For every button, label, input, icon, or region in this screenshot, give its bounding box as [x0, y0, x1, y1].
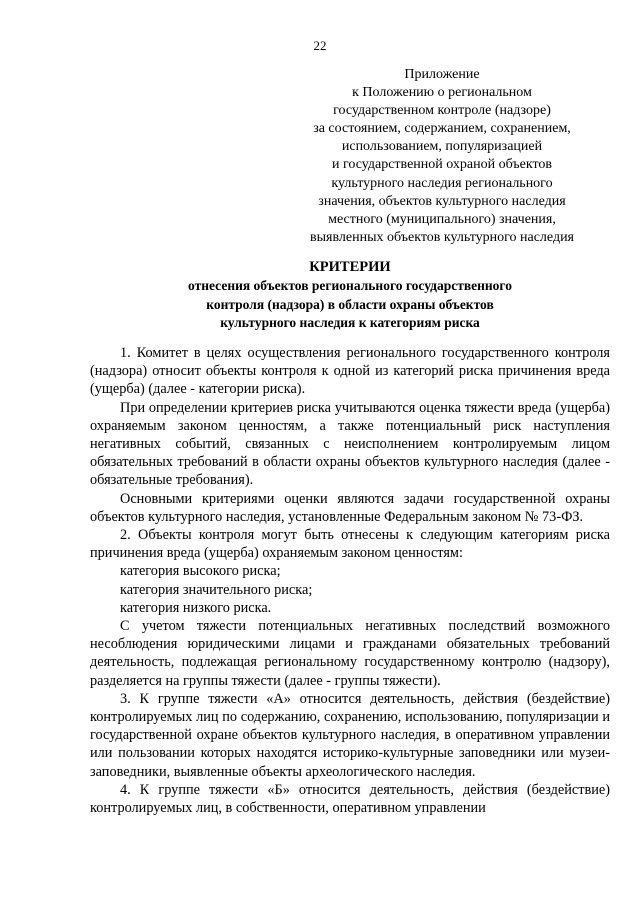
list-item: категория высокого риска; — [120, 563, 281, 580]
title-main: КРИТЕРИИ — [309, 259, 391, 275]
paragraph: 2. Объекты контроля могут быть отнесены к следующим категориям риска причинения вреда (ущерба) охраняемым законом ценностям: — [90, 527, 610, 562]
appendix-line: Приложение — [404, 67, 480, 82]
appendix-line: местного (муниципального) значения, — [328, 211, 556, 227]
document-title — [90, 258, 610, 333]
appendix-line: значения, объектов культурного наследия — [318, 193, 566, 209]
appendix-line: государственном контроле (надзоре) — [333, 103, 551, 119]
title-line: контроля (надзора) в области охраны объектов — [206, 296, 494, 312]
document-body — [90, 344, 610, 817]
paragraph: Основными критериями оценки являются задачи государственной охраны объектов культурного наследия, установленные Федеральным законом № 73-ФЗ. — [90, 490, 610, 525]
paragraph: При определении критериев риска учитываются оценка тяжести вреда (ущерба) охраняемым законом ценностям, а также потенциальный риск наступления негативных событий, связанных с неисполнением контролируемым лицом обязательных требований в области охраны объектов культурного наследия (далее - обязательные требования). — [90, 399, 610, 489]
appendix-line: за состоянием, содержанием, сохранением, — [313, 121, 571, 137]
appendix-line: использованием, популяризацией — [341, 139, 543, 155]
appendix-header — [292, 66, 592, 247]
paragraph: 3. К группе тяжести «А» относится деятельность, действия (бездействие) контролируемых лиц по содержанию, сохранению, использованию, популяризации и государственной охране объектов культурного наследия, в оперативном управлении или пользовании которых находятся историко-культурные заповедники или музеи-заповедники, выявленные объекты археологического наследия. — [90, 690, 610, 780]
list-item: категория значительного риска; — [120, 581, 313, 598]
page-number: 22 — [313, 38, 327, 53]
appendix-line: культурного наследия регионального — [331, 175, 553, 191]
appendix-line: выявленных объектов культурного наследия — [310, 229, 574, 245]
appendix-line: и государственной охраной объектов — [331, 157, 552, 173]
paragraph: С учетом тяжести потенциальных негативных последствий возможного несоблюдения юридическими лицами и гражданами обязательных требований деятельность, подлежащая региональному государственному контролю (надзору), разделяется на группы тяжести (далее - группы тяжести). — [90, 618, 610, 689]
paragraph: 4. К группе тяжести «Б» относится деятельность, действия (бездействие) контролируемых лиц, в собственности, оперативном управлении — [90, 781, 610, 817]
list-item: категория низкого риска. — [120, 599, 272, 616]
paragraph: 1. Комитет в целях осуществления регионального государственного контроля (надзора) относит объекты контроля к одной из категорий риска причинения вреда (ущерба) (далее - категории риска). — [90, 345, 610, 398]
appendix-line: к Положению о региональном — [352, 85, 532, 101]
title-line: отнесения объектов регионального государственного — [188, 278, 512, 293]
title-line: культурного наследия к категориям риска — [220, 315, 480, 331]
